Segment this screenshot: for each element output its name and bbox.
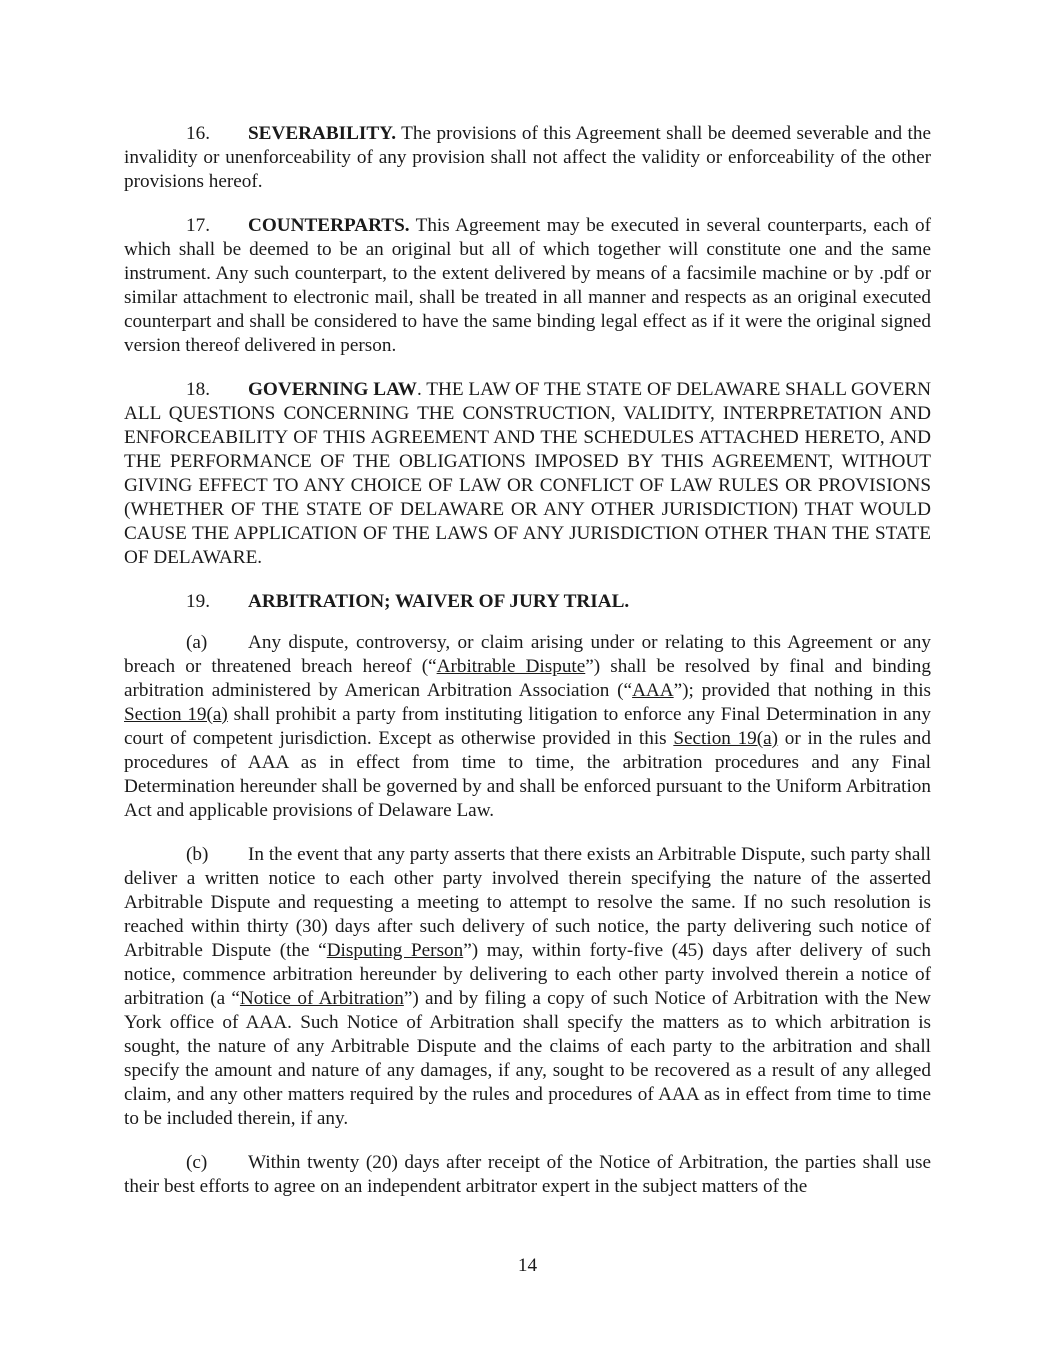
section-number: 16. [186,123,210,144]
section-number: 17. [186,215,210,236]
text-run: In the event that any party asserts that there exists an Arbitrable Dispute, such party shall deliver a written notice to each other party involved therein specifying the nature of the asserted Arbitrable Dispute and requesting a meeting to attempt to resolve the same. If no such resolution is reached within thirty (30) days after such delivery of such notice, the party delivering such notice of Arbitrable Dispute (the “ [124,844,931,961]
section-19-heading [124,590,931,614]
text-run: ”) may, within forty-five (45) days after delivery of such notice, commence arbitration hereunder by delivering to each other party involved therein a notice of arbitration (a “ [124,940,931,1009]
section-19b [124,843,931,1131]
section-reference: Section 19(a) [673,728,779,749]
text-run: or in the rules and procedures of AAA as in effect from time to time, the arbitration procedures and any Final Determination hereunder shall be governed by and shall be enforced pursuant to the Uniform Arbitration Act and applicable provisions of Delaware Law. [124,728,931,821]
section-19a [124,631,931,823]
defined-term: Disputing Person [326,940,464,961]
section-19c [124,1151,931,1199]
text-run: Any dispute, controversy, or claim arising under or relating to this Agreement or any breach or threatened breach hereof (“ [124,632,931,677]
defined-term: Notice of Arbitration [239,988,404,1009]
section-number: 19. [186,591,210,612]
page-number: 14 [517,1255,538,1276]
section-17-counterparts [124,214,931,358]
section-text: . THE LAW OF THE STATE OF DELAWARE SHALL GOVERN ALL QUESTIONS CONCERNING THE CONSTRUCTION, VALIDITY, INTERPRETATION AND ENFORCEABILITY OF THIS AGREEMENT AND THE SCHEDULES ATTACHED HERETO, AND THE PERFORMANCE OF THE OBLIGATIONS IMPOSED BY THIS AGREEMENT, WITHOUT GIVING EFFECT TO ANY CHOICE OF LAW OR CONFLICT OF LAW RULES OR PROVISIONS (WHETHER OF THE STATE OF DELAWARE OR ANY OTHER JURISDICTION) THAT WOULD CAUSE THE APPLICATION OF THE LAWS OF ANY JURISDICTION OTHER THAN THE STATE OF DELAWARE. [124,379,931,568]
subsection-label: (c) [186,1152,208,1173]
text-run: ”) shall be resolved by final and binding arbitration administered by American Arbitration Association (“ [124,656,931,701]
text-run: ”); provided that nothing in this [673,680,932,701]
subsection-label: (b) [186,844,209,865]
text-run: Within twenty (20) days after receipt of the Notice of Arbitration, the parties shall use their best efforts to agree on an independent arbitrator expert in the subject matters of the [124,1152,931,1197]
section-title: SEVERABILITY. [248,123,397,144]
section-title: ARBITRATION; WAIVER OF JURY TRIAL. [248,591,630,612]
text-run: ”) and by filing a copy of such Notice of Arbitration with the New York office of AAA. Such Notice of Arbitration shall specify the matters as to which arbitration is sought, the nature of any Arbitrable Dispute and the claims of each party to the arbitration and shall specify the amount and nature of any damages, if any, sought to be recovered as a result of any alleged claim, and any other matters required by the rules and procedures of AAA as in effect from time to time to be included therein, if any. [124,988,931,1129]
text-run: shall prohibit a party from instituting litigation to enforce any Final Determination in any court of competent jurisdiction. Except as otherwise provided in this [124,704,931,749]
section-title: GOVERNING LAW [248,379,417,400]
section-text: This Agreement may be executed in several counterparts, each of which shall be deemed to be an original but all of which together will constitute one and the same instrument. Any such counterpart, to the extent delivered by means of a facsimile machine or by .pdf or similar attachment to electronic mail, shall be treated in all manner and respects as an original executed counterpart and shall be considered to have the same binding legal effect as if it were the original signed version thereof delivered in person. [124,215,931,356]
section-reference: Section 19(a) [124,704,228,725]
section-title: COUNTERPARTS. [248,215,410,236]
defined-term: AAA [632,680,674,701]
section-18-governing-law [124,378,931,570]
defined-term: Arbitrable Dispute [436,656,586,677]
section-16-severability [124,122,931,194]
document-page [124,122,931,1219]
section-number: 18. [186,379,210,400]
section-text: The provisions of this Agreement shall be deemed severable and the invalidity or unenforceability of any provision shall not affect the validity or enforceability of the other provisions hereof. [124,123,931,192]
subsection-label: (a) [186,632,208,653]
